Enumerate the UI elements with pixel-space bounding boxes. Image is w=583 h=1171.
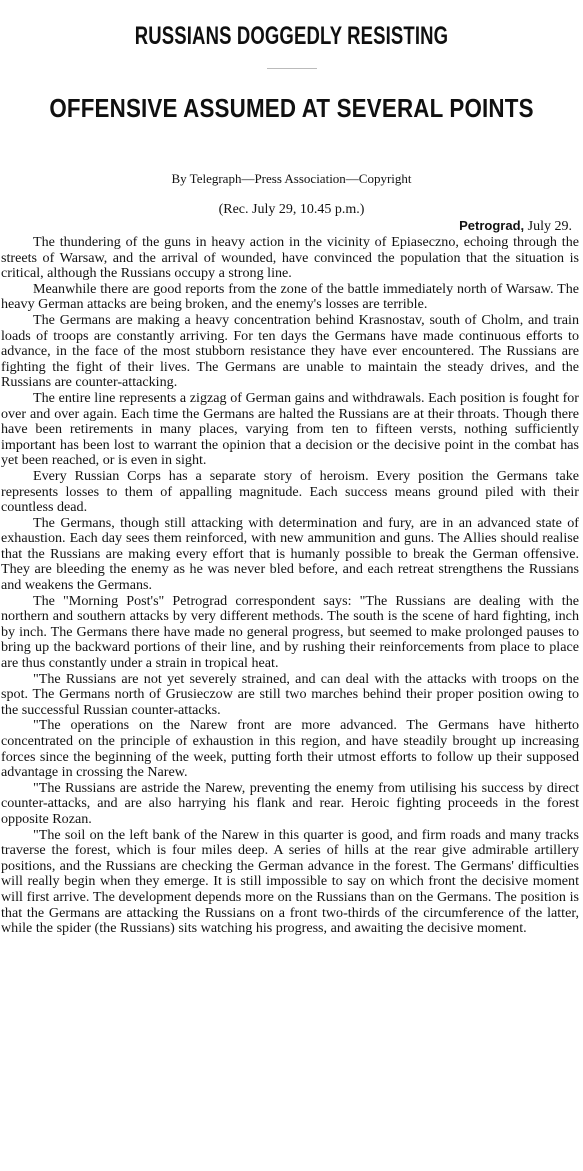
paragraph: The "Morning Post's" Petrograd correspondent says: "The Russians are dealing with the northern and southern attacks by very different methods. The south is the scene of hard fighting, inch by inch. The Germans there have made no general progress, but seemed to make prolonged pauses to bring up the backward portions of their line, and by rushing their reinforcements from place to place are thus constantly under a strain in tropical heat. xyxy=(1,592,579,672)
dateline-date: July 29. xyxy=(524,219,572,234)
dateline xyxy=(459,218,572,235)
paragraph: The Germans are making a heavy concentration behind Krasnostav, south of Cholm, and train loads of troops are constantly arriving. For ten days the Germans have made continuous efforts to advance, in the face of the most stubborn resistance they have ever encountered. The Russians are fighting the fight of their lives. The Germans are unable to maintain the steady drives, and the Russians are counter-attacking. xyxy=(1,311,579,391)
headline-divider xyxy=(267,68,317,69)
main-headline: RUSSIANS DOGGEDLY RESISTING xyxy=(134,22,449,50)
paragraph: "The Russians are not yet severely strained, and can deal with the attacks with troops on the spot. The Germans north of Grusieczow are still two marches behind their proper position owing to the successful Russian counter-attacks. xyxy=(1,670,579,718)
article-body xyxy=(1,235,579,937)
paragraph: "The Russians are astride the Narew, preventing the enemy from utilising his success by direct counter-attacks, and are also harrying his flank and rear. Heroic fighting proceeds in the forest opposite Rozan. xyxy=(1,779,579,827)
paragraph: The Germans, though still attacking with determination and fury, are in an advanced state of exhaustion. Each day sees them reinforced, with new ammunition and guns. The Allies should realise that the Russians are making every effort that is humanly possible to break the German offensive. They are bleeding the enemy as he was never bled before, and each retreat strengthens the Russians and weakens the Germans. xyxy=(1,514,579,594)
paragraph: "The operations on the Narew front are more advanced. The Germans have hitherto concentrated on the principle of exhaustion in this region, and have steadily brought up increasing forces since the beginning of the week, putting forth their utmost efforts to follow up their supposed advantage in crossing the Narew. xyxy=(1,717,579,781)
paragraph: Every Russian Corps has a separate story of heroism. Every position the Germans take represents losses to them of appalling magnitude. Each success means ground piled with their countless dead. xyxy=(1,467,579,516)
paragraph: "The soil on the left bank of the Narew in this quarter is good, and firm roads and many tracks traverse the forest, which is four miles deep. A series of hills at the rear give admirable artillery positions, and the Russians are checking the German advance in the forest. The Germans' difficulties will really begin when they emerge. It is still impossible to say on which front the decisive moment will first arrive. The development depends more on the Russians than on the Germans. The position is that the Germans are attacking the Russians on a front two-thirds of the circumference of the latter, while the spider (the Russians) sits watching his progress, and awaiting the decisive moment. xyxy=(1,826,579,937)
sub-headline: OFFENSIVE ASSUMED AT SEVERAL POINTS xyxy=(49,93,534,123)
paragraph: Meanwhile there are good reports from the zone of the battle immediately north of Warsaw. The heavy German attacks are being broken, and the enemy's losses are terrible. xyxy=(1,280,579,313)
byline: By Telegraph—Press Association—Copyright xyxy=(171,171,412,186)
received-time: (Rec. July 29, 10.45 p.m.) xyxy=(218,202,365,217)
dateline-place: Petrograd, xyxy=(459,218,525,233)
paragraph: The thundering of the guns in heavy action in the vicinity of Epiaseczno, echoing through the streets of Warsaw, and the arrival of wounded, have convinced the population that the situation is critical, although the Russians occupy a strong line. xyxy=(1,234,579,282)
paragraph: The entire line represents a zigzag of German gains and withdrawals. Each position is fought for over and over again. Each time the Germans are halted the Russians are at their throats. Though there have been retirements in many places, varying from ten to fifteen versts, nothing sufficiently important has been lost to warrant the opinion that a decision or the decisive point in the combat has yet been reached, or is even in sight. xyxy=(1,389,579,469)
